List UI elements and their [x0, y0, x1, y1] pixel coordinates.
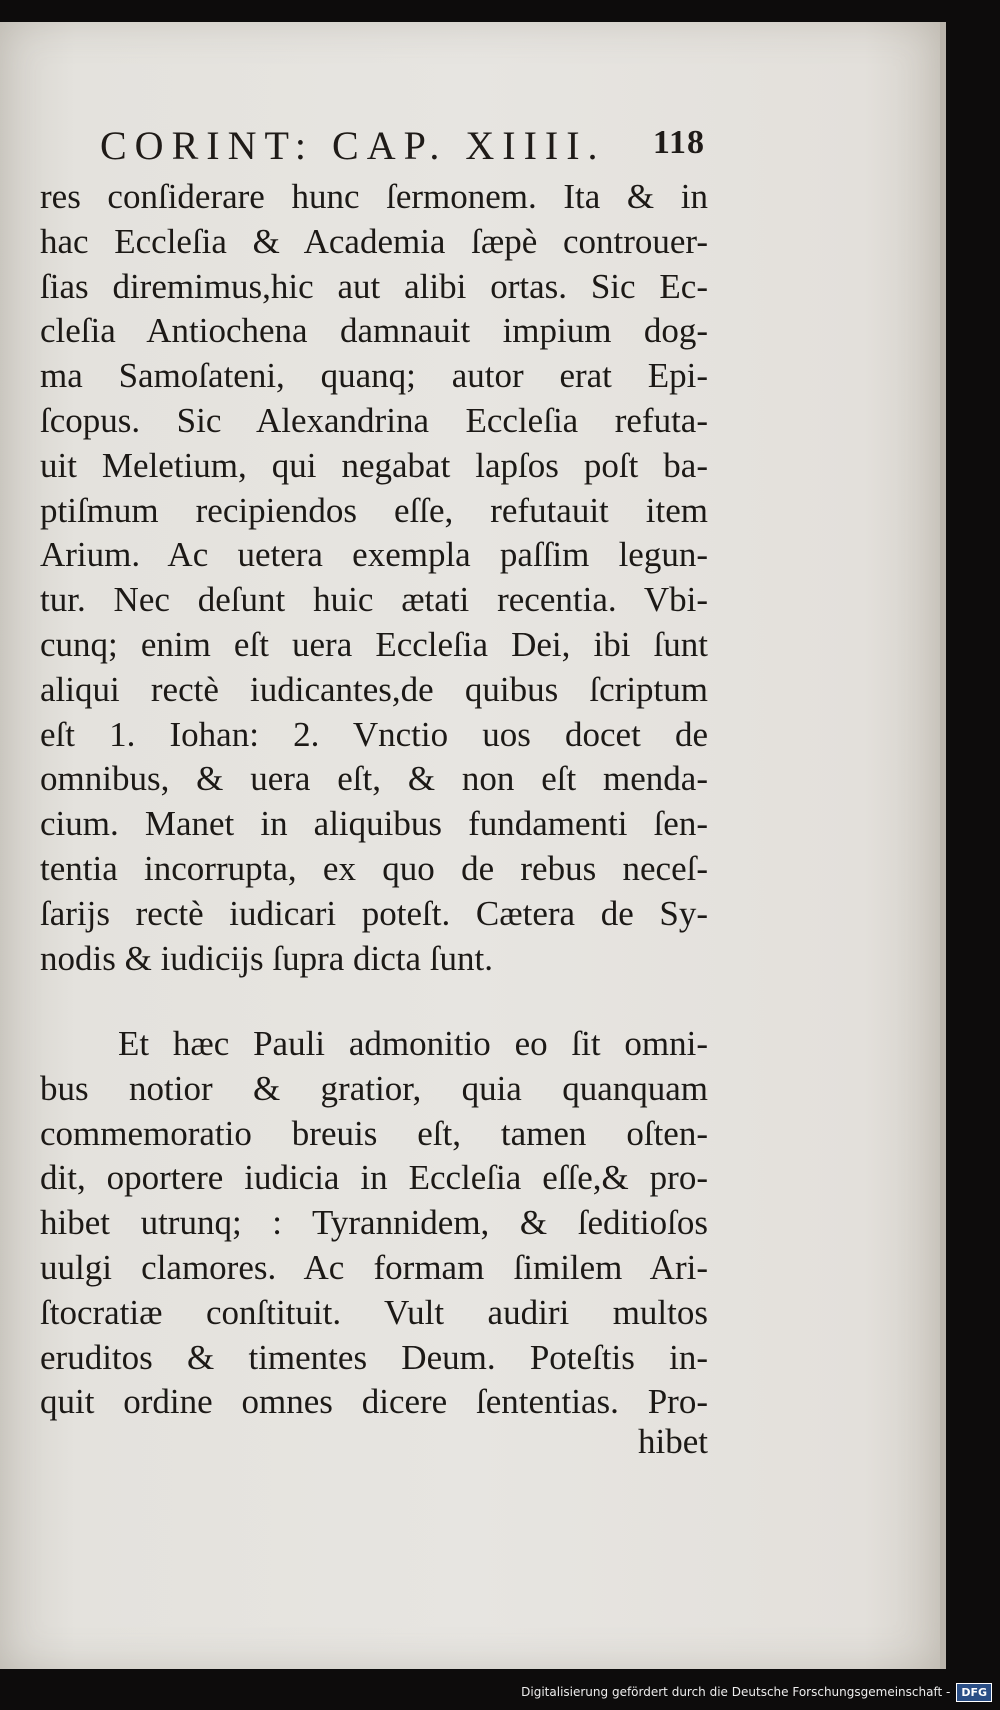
text-line: res conſiderare hunc ſermonem. Ita & in — [40, 177, 708, 216]
text-line: tentia incorrupta, ex quo de rebus neceſ- — [40, 848, 708, 888]
text-line: ſias diremimus,hic aut alibi ortas. Sic Ec- — [40, 266, 708, 306]
running-title: CORINT: CAP. XIIII. — [100, 123, 606, 168]
text-line: uit Meletium, qui negabat lapſos poſt ba- — [40, 445, 708, 485]
text-line: omnibus, & uera eſt, & non eſt menda- — [40, 759, 708, 799]
text-line: ma Samoſateni, quanq; autor erat Epi- — [40, 356, 708, 396]
text-line: ſarijs rectè iudicari poteſt. Cætera de Sy- — [40, 893, 708, 933]
text-line: cunq; enim eſt uera Eccleſia Dei, ibi ſunt — [40, 624, 708, 664]
catchword: hibet — [638, 1422, 708, 1461]
text-line: dit, oportere iudicia in Eccleſia eſſe,& pro- — [40, 1158, 708, 1198]
paragraph-2 — [40, 1022, 708, 1425]
text-line: hac Eccleſia & Academia ſæpè controuer- — [40, 221, 708, 261]
text-line: eruditos & timentes Deum. Poteſtis in- — [40, 1337, 708, 1377]
credit-text: Digitalisierung gefördert durch die Deutsche Forschungsgemeinschaft - — [521, 1685, 951, 1699]
text-line: nodis & iudicijs ſupra dicta ſunt. — [40, 938, 494, 978]
text-line: tur. Nec deſunt huic ætati recentia. Vbi- — [40, 580, 708, 620]
dfg-logo-icon: DFG — [956, 1683, 992, 1702]
text-line: aliqui rectè iudicantes,de quibus ſcriptum — [40, 669, 708, 709]
digitization-credit — [521, 1680, 992, 1704]
text-line: bus notior & gratior, quia quanquam — [40, 1068, 708, 1108]
text-line: cleſia Antiochena damnauit impium dog- — [40, 311, 708, 351]
page-number: 118 — [652, 124, 705, 161]
paragraph-1 — [40, 175, 708, 981]
book-page — [0, 22, 946, 1669]
text-line: Arium. Ac uetera exempla paſſim legun- — [40, 535, 708, 575]
text-line: Et hæc Pauli admonitio eo ſit omni- — [118, 1024, 708, 1063]
text-line: eſt 1. Iohan: 2. Vnctio uos docet de — [40, 714, 708, 754]
text-line: commemoratio breuis eſt, tamen oſten- — [40, 1113, 708, 1153]
text-line: cium. Manet in aliquibus fundamenti ſen- — [40, 804, 708, 844]
text-line: quit ordine omnes dicere ſententias. Pro- — [40, 1382, 708, 1422]
text-line: ptiſmum recipiendos eſſe, refutauit item — [40, 490, 708, 530]
text-line: ſtocratiæ conſtituit. Vult audiri multos — [40, 1292, 708, 1332]
text-line: uulgi clamores. Ac formam ſimilem Ari- — [40, 1247, 708, 1287]
text-line: hibet utrunq; : Tyrannidem, & ſeditioſos — [40, 1203, 708, 1243]
text-line: ſcopus. Sic Alexandrina Eccleſia refuta- — [40, 400, 708, 440]
page-header — [100, 122, 705, 170]
